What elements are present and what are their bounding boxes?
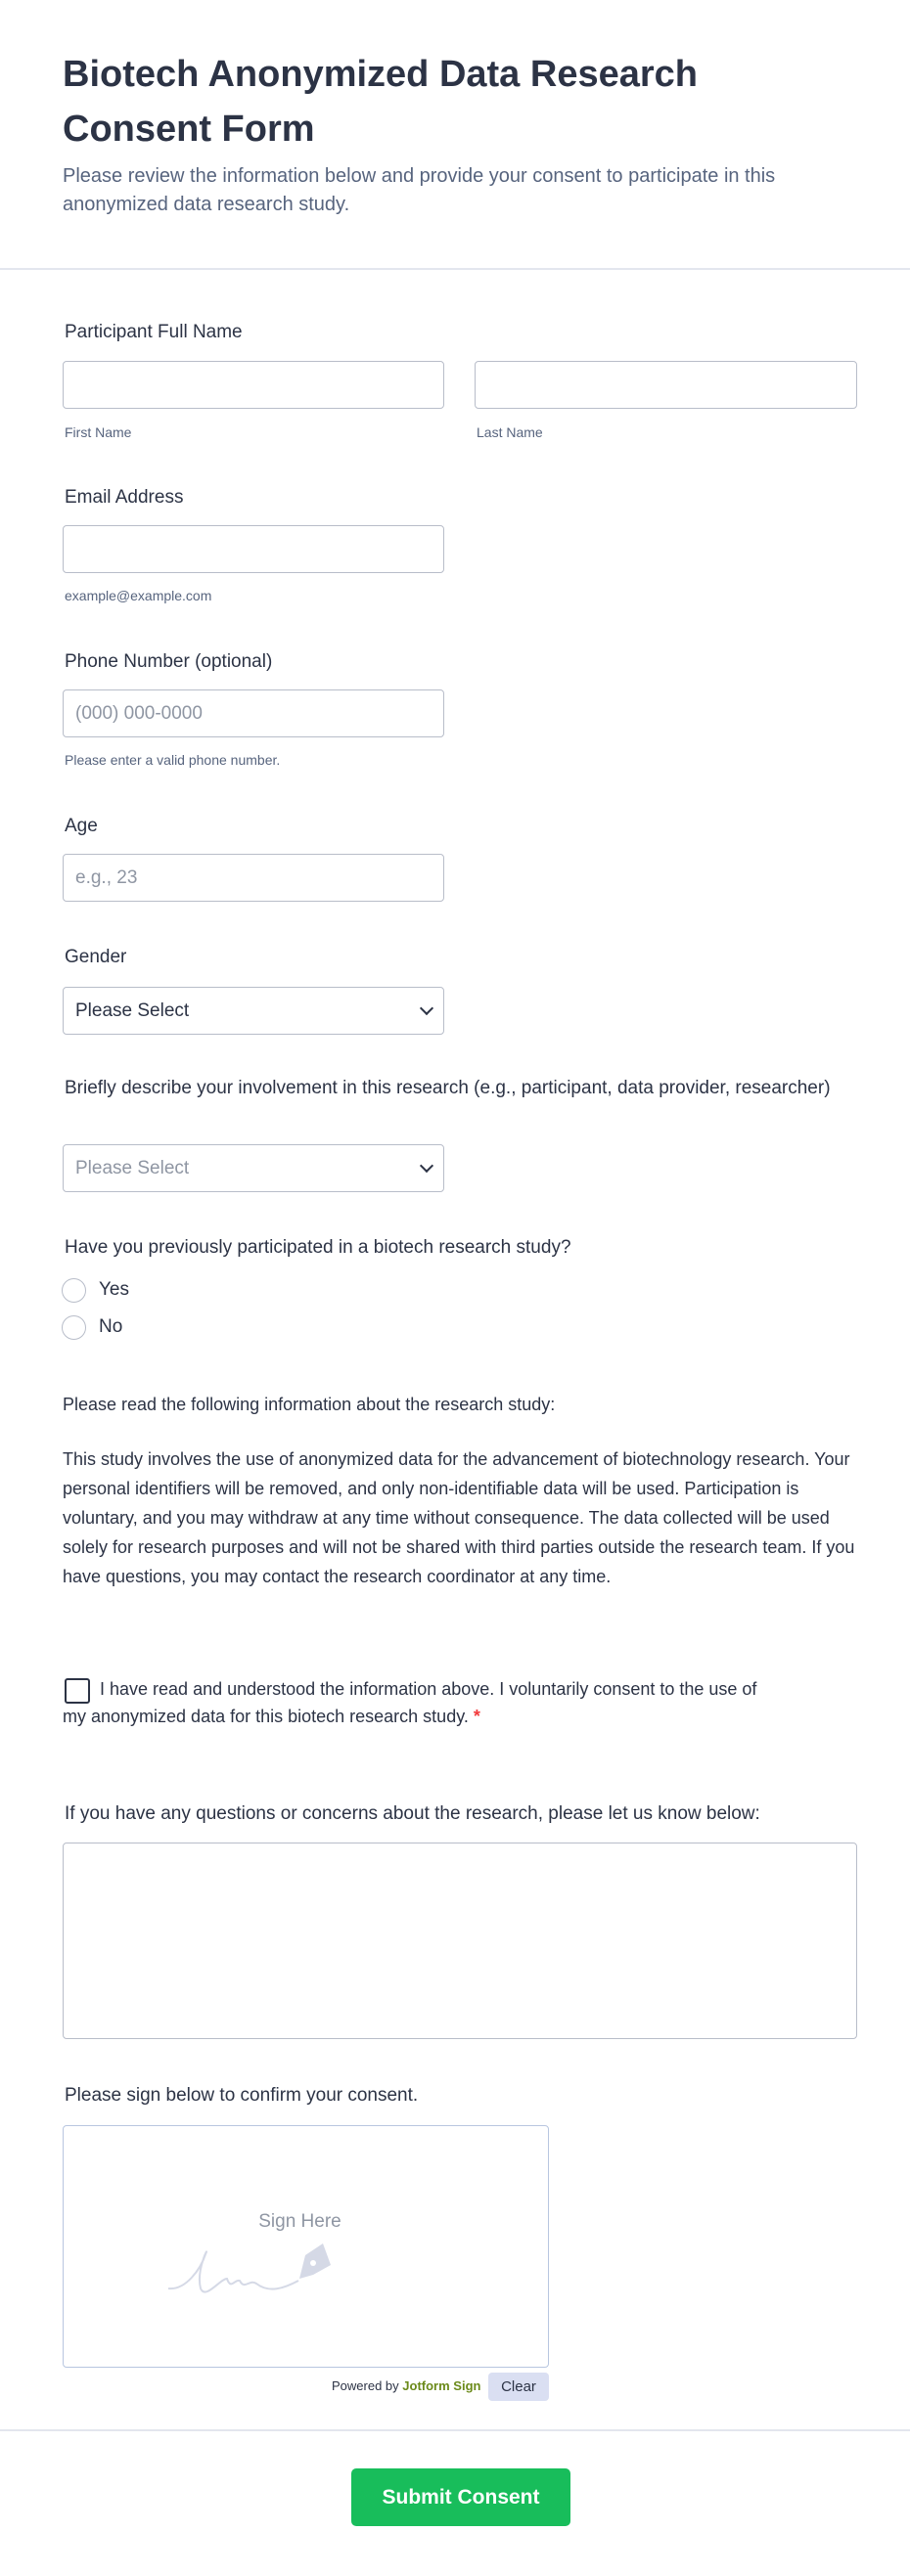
email-hint: example@example.com [65,588,212,603]
questions-textarea[interactable] [63,1843,857,2039]
required-asterisk: * [473,1707,480,1726]
sign-here-placeholder: Sign Here [258,2211,341,2232]
phone-input[interactable] [63,689,444,737]
chevron-down-icon [420,1159,433,1173]
age-placeholder: e.g., 23 [75,866,138,888]
info-intro: Please read the following information about the research study: [63,1395,556,1414]
info-body: This study involves the use of anonymized data for the advancement of biotechnology research. Your personal identifiers will be removed, and only non-identifiable data will be used. Participation is voluntary, and you may withdraw at any time without consequence. The data collected will be used solely for research purposes and will not be shared with third parties outside the research team. If you have questions, you may contact the research coordinator at any time. [63,1449,855,1586]
gender-label: Gender [65,947,127,967]
jotform-sign-link[interactable]: Jotform Sign [402,2378,481,2393]
consent-text [63,1675,767,1730]
radio-no[interactable] [62,1315,86,1340]
phone-placeholder: (000) 000-0000 [75,702,203,724]
involvement-label: Briefly describe your involvement in this research (e.g., participant, data provider, researcher) [65,1078,831,1098]
first-name-sublabel: First Name [65,424,132,440]
gender-selected: Please Select [75,999,190,1021]
radio-yes[interactable] [62,1278,86,1303]
divider [0,2429,910,2431]
powered-by [332,2378,480,2393]
age-label: Age [65,816,98,836]
radio-no-label: No [99,1316,123,1337]
submit-button[interactable]: Submit Consent [351,2468,570,2526]
first-name-input[interactable] [63,361,444,409]
powered-by-text: Powered by [332,2378,399,2393]
age-input[interactable] [63,854,444,902]
page-subtitle: Please review the information below and provide your consent to participate in this anonymized data research study. [63,165,776,215]
signature-label: Please sign below to confirm your consent. [65,2085,419,2106]
radio-yes-label: Yes [99,1279,129,1300]
involvement-selected: Please Select [75,1157,190,1178]
chevron-down-icon [420,1001,433,1015]
involvement-select[interactable] [63,1144,444,1192]
page-title: Biotech Anonymized Data Research Consent Form [63,54,698,150]
divider [0,268,910,270]
last-name-sublabel: Last Name [477,424,543,440]
full-name-label: Participant Full Name [65,322,243,342]
phone-label: Phone Number (optional) [65,651,273,672]
last-name-input[interactable] [475,361,857,409]
signature-pad[interactable] [63,2125,549,2368]
previous-study-label: Have you previously participated in a biotech research study? [65,1237,571,1258]
clear-signature-button[interactable]: Clear [488,2373,549,2401]
signature-pen-icon [166,2240,342,2308]
phone-hint: Please enter a valid phone number. [65,752,281,768]
questions-label: If you have any questions or concerns about the research, please let us know below: [65,1803,760,1824]
gender-select[interactable] [63,987,444,1035]
email-input[interactable] [63,525,444,573]
consent-label: I have read and understood the information above. I voluntarily consent to the use of my anonymized data for this biotech research study. [63,1679,757,1726]
email-label: Email Address [65,487,184,508]
